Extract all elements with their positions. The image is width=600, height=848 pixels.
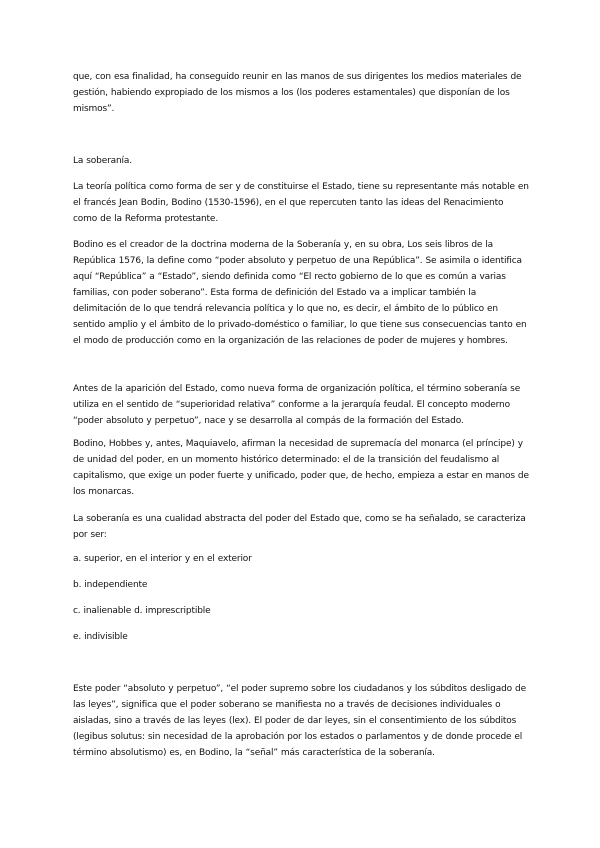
paragraph-quote-ending <box>73 69 530 117</box>
list-item <box>73 629 530 645</box>
list-item <box>73 603 530 619</box>
list-item <box>73 577 530 593</box>
paragraph-before-state <box>73 381 530 429</box>
paragraph-text: La teoría política como forma de ser y de constituirse el Estado, tiene su representante más notable en el francés Jean Bodin, Bodino (1530-1596), en el que repercuten tanto las ideas del Renacimiento como de la Reforma protestante. <box>73 182 529 224</box>
paragraph-text: Bodino es el creador de la doctrina moderna de la Soberanía y, en su obra, Los seis libros de la República 1576, la define como “poder absoluto y perpetuo de una República”. Se asimila o identifica aquí “República” a “Estado”, siendo definida como “El recto gobierno de lo que es común a varias familias, con poder soberano”. Esta forma de definición del Estado va a implicar también la delimitación de lo que tendrá relevancia política y lo que no, es decir, el ámbito de lo público en sentido amplio y el ámbito de lo privado-doméstico o familiar, lo que tiene sus consecuencias tanto en el modo de producción como en la organización de las relaciones de poder de mujeres y hombres. <box>73 240 527 346</box>
list-item-text: e. indivisible <box>73 632 128 642</box>
paragraph-abstract-quality <box>73 511 530 543</box>
paragraph-absolute-power <box>73 681 530 761</box>
list-item <box>73 551 530 567</box>
paragraph-text: Antes de la aparición del Estado, como nueva forma de organización política, el término soberanía se utiliza en el sentido de “superioridad relativa” conforme a la jerarquía feudal. El concepto moderno “poder absoluto y perpetuo”, nace y se desarrolla al compás de la formación del Estado. <box>73 384 521 426</box>
list-item-text: c. inalienable d. imprescriptible <box>73 606 211 616</box>
paragraph-supremacy <box>73 436 530 500</box>
paragraph-political-theory <box>73 179 530 227</box>
paragraph-text: Este poder “absoluto y perpetuo”, “el poder supremo sobre los ciudadanos y los súbditos desligado de las leyes”, significa que el poder soberano se manifiesta no a través de decisiones individuales o aisladas, sino a través de las leyes (lex). El poder de dar leyes, sin el consentimiento de los súbditos (legibus solutus: sin necesidad de la aprobación por los estados o parlamentos y de donde procede el término absolutismo) es, en Bodino, la “señal” más característica de la soberanía. <box>73 684 526 758</box>
paragraph-text: Bodino, Hobbes y, antes, Maquiavelo, afirman la necesidad de supremacía del monarca (el príncipe) y de unidad del poder, en un momento histórico determinado: el de la transición del feudalismo al capitalismo, que exige un poder fuerte y unificado, poder que, de hecho, empieza a estar en manos de los monarcas. <box>73 439 529 497</box>
section-heading <box>73 153 530 169</box>
list-item-text: b. independiente <box>73 580 148 590</box>
paragraph-text: La soberanía es una cualidad abstracta del poder del Estado que, como se ha señalado, se caracteriza por ser: <box>73 514 526 540</box>
paragraph-text: que, con esa finalidad, ha conseguido reunir en las manos de sus dirigentes los medios materiales de gestión, habiendo expropiado de los mismos a los (los poderes estamentales) que disponían de los mismos”. <box>73 72 522 114</box>
heading-text: La soberanía. <box>73 156 132 166</box>
paragraph-bodino-doctrine <box>73 237 530 349</box>
list-item-text: a. superior, en el interior y en el exterior <box>73 554 252 564</box>
